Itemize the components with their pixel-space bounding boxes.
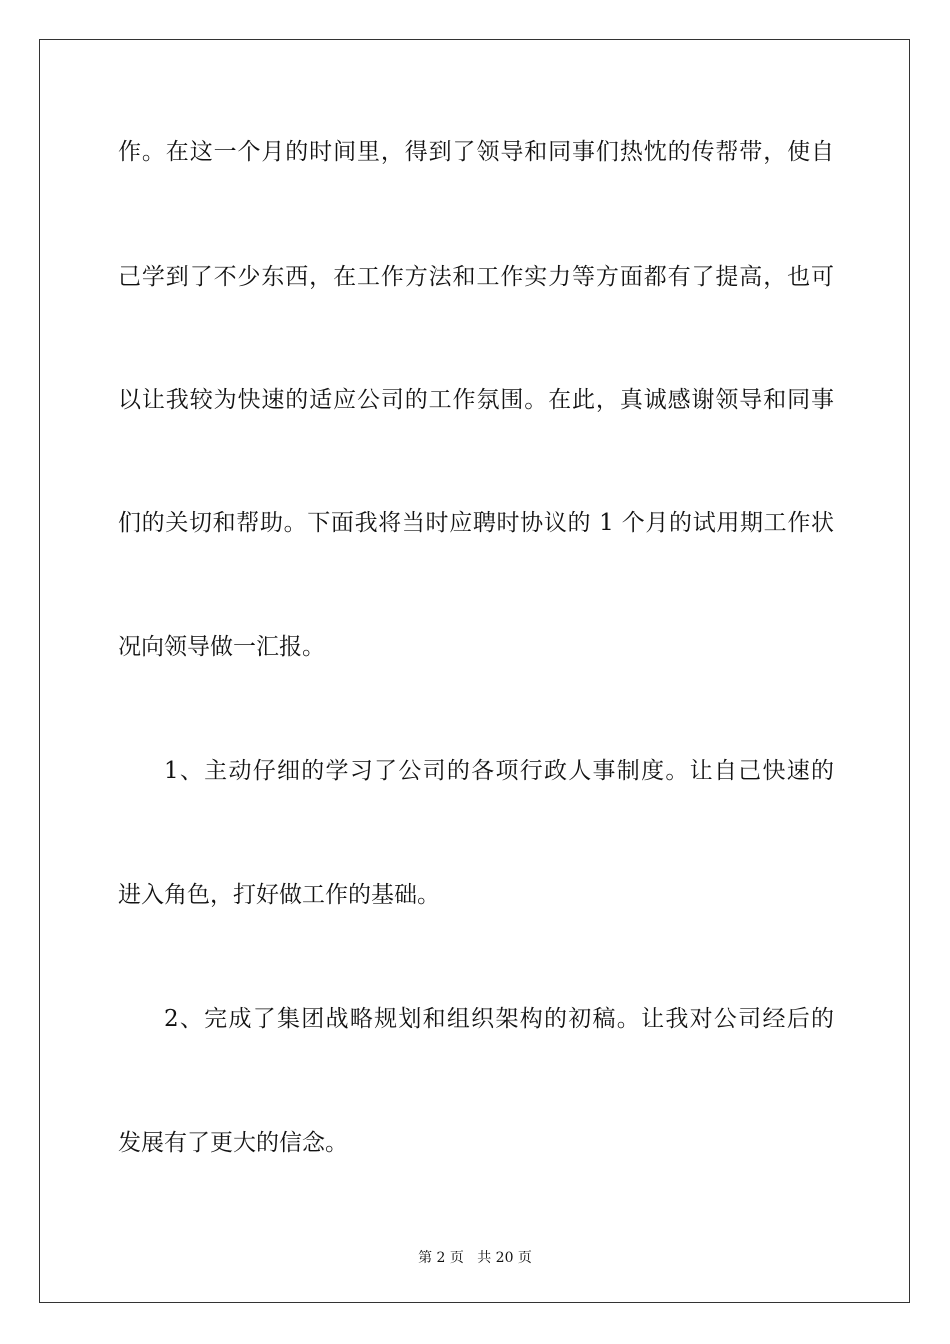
- page-border: [39, 39, 910, 1303]
- body-line-8: 2、完成了集团战略规划和组织架构的初稿。让我对公司经后的: [164, 1006, 834, 1032]
- body-line-5: 况向领导做一汇报。: [118, 634, 325, 660]
- body-line-6: 1、主动仔细的学习了公司的各项行政人事制度。让自己快速的: [164, 758, 834, 784]
- body-line-3: 以让我较为快速的适应公司的工作氛围。在此，真诚感谢领导和同事: [118, 387, 834, 413]
- body-line-4: 们的关切和帮助。下面我将当时应聘时协议的 1 个月的试用期工作状: [118, 510, 834, 536]
- body-line-7: 进入角色，打好做工作的基础。: [118, 882, 440, 908]
- body-line-2: 己学到了不少东西，在工作方法和工作实力等方面都有了提高，也可: [118, 264, 834, 290]
- body-line-1: 作。在这一个月的时间里，得到了领导和同事们热忱的传帮带，使自: [118, 139, 834, 165]
- page-number-footer: 第 2 页 共 20 页: [418, 1250, 532, 1266]
- body-line-9: 发展有了更大的信念。: [118, 1130, 348, 1156]
